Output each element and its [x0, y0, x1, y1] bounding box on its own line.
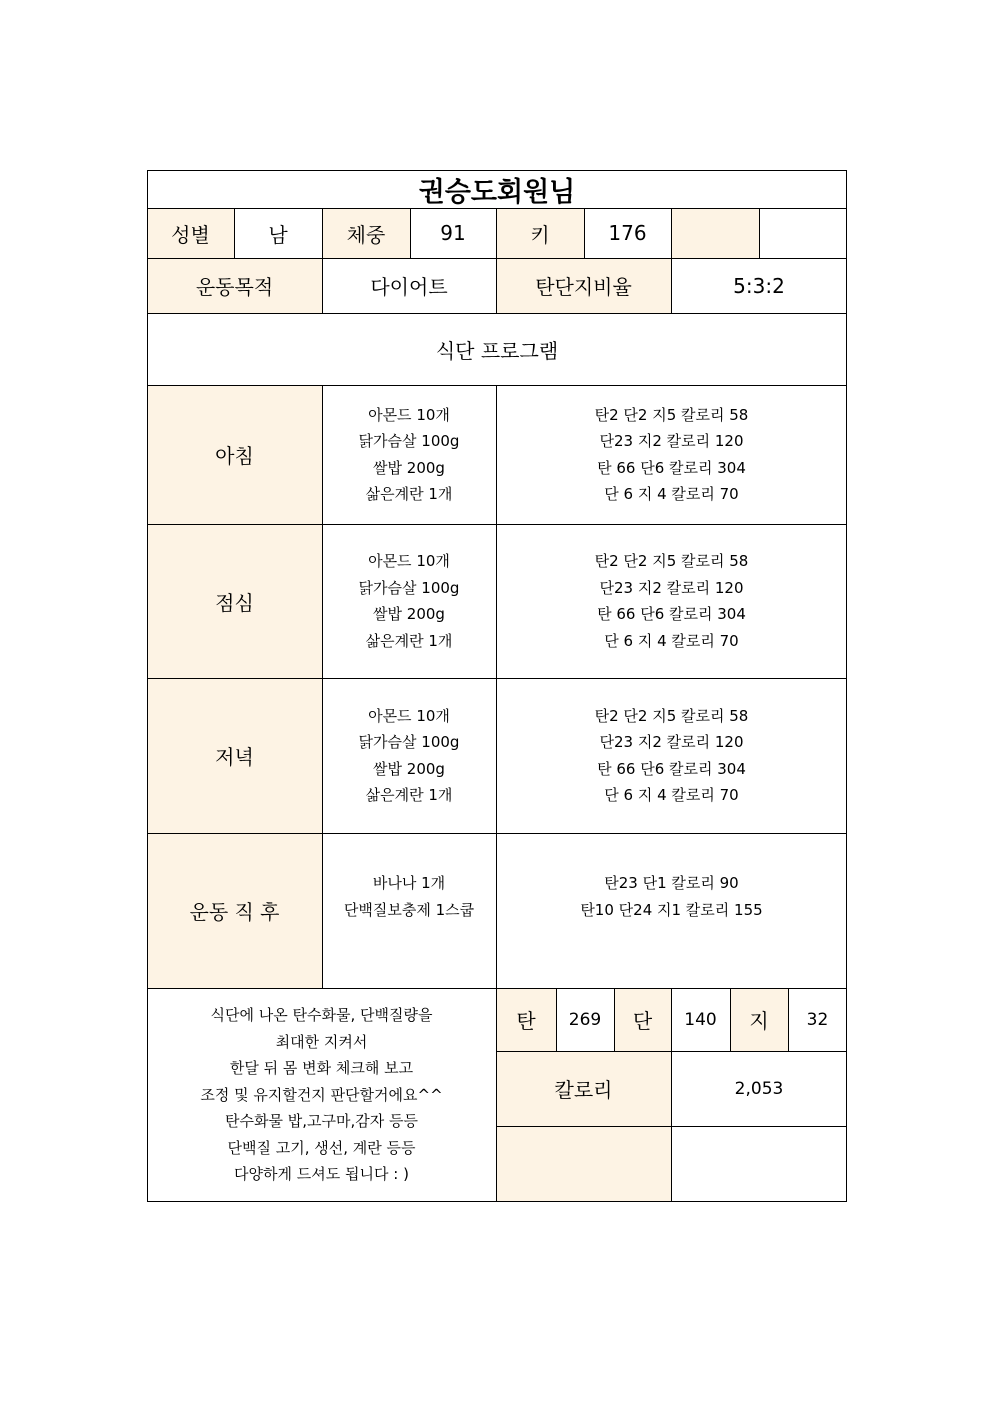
meal-nutrition-breakfast: [496, 385, 847, 524]
food-line: 바나나 1개: [372, 874, 446, 892]
food-line: 아몬드 10개: [368, 405, 450, 424]
food-line: 삶은계란 1개: [365, 786, 453, 804]
gender-value: 남: [268, 222, 288, 247]
notes: [147, 988, 496, 1202]
goal-label: 운동목적: [195, 275, 274, 299]
fat-total-value: 32: [806, 1009, 829, 1030]
carb-total-value: 269: [568, 1009, 602, 1030]
ratio-label: 탄단지비율: [535, 275, 632, 299]
gender-label: 성별: [171, 222, 210, 247]
extra-label: [671, 208, 759, 258]
food-line: 닭가슴살 100g: [358, 432, 460, 450]
nutrition-line: 탄2 단2 지5 칼로리 58: [594, 706, 749, 725]
page-title: 권승도회원님: [418, 176, 576, 208]
nutrition-line: 단23 지2 칼로리 120: [599, 733, 744, 751]
carb-total-label: 탄: [516, 1009, 536, 1033]
meal-name-breakfast: 아침: [215, 444, 254, 468]
meal-foods-breakfast: [322, 385, 496, 524]
height-value: 176: [608, 221, 647, 245]
note-line: 최대한 지켜서: [275, 1032, 368, 1051]
meal-name-lunch: 점심: [215, 590, 254, 615]
note-line: 다양하게 드셔도 됩니다 : ): [234, 1165, 409, 1184]
nutrition-line: 탄10 단24 지1 칼로리 155: [580, 900, 763, 919]
food-line: 아몬드 10개: [368, 552, 450, 570]
nutrition-line: 탄2 단2 지5 칼로리 58: [594, 405, 749, 424]
weight-value: 91: [440, 221, 466, 245]
nutrition-line: 탄 66 단6 칼로리 304: [597, 759, 746, 778]
meal-foods-lunch: [322, 524, 496, 678]
nutrition-line: 단23 지2 칼로리 120: [599, 432, 744, 450]
fat-total-label: 지: [749, 1009, 769, 1033]
nutrition-line: 탄 66 단6 칼로리 304: [597, 458, 746, 477]
food-line: 쌀밥 200g: [373, 458, 445, 477]
meal-nutrition-lunch: [496, 524, 847, 678]
meal-name-dinner: 저녁: [215, 745, 254, 769]
nutrition-line: 단 6 지 4 칼로리 70: [604, 631, 739, 650]
food-line: 쌀밥 200g: [373, 759, 445, 778]
food-line: 쌀밥 200g: [373, 605, 445, 623]
protein-total-value: 140: [684, 1009, 717, 1030]
nutrition-line: 단 6 지 4 칼로리 70: [604, 786, 739, 804]
weight-label: 체중: [346, 222, 386, 247]
program-title: 식단 프로그램: [435, 338, 559, 363]
goal-value: 다이어트: [370, 275, 448, 299]
note-line: 조정 및 유지할건지 판단할거에요^^: [200, 1085, 443, 1104]
note-line: 한달 뒤 몸 변화 체크해 보고: [229, 1059, 414, 1078]
note-line: 식단에 나온 탄수화물, 단백질량을: [210, 1006, 433, 1025]
meal-name-post-workout: 운동 직 후: [189, 900, 280, 924]
nutrition-line: 탄2 단2 지5 칼로리 58: [594, 552, 749, 570]
meal-nutrition-post-workout: [496, 833, 847, 988]
note-line: 탄수화물 밥,고구마,감자 등등: [225, 1112, 418, 1131]
note-line: 단백질 고기, 생선, 계란 등등: [227, 1138, 416, 1157]
food-line: 닭가슴살 100g: [358, 733, 460, 751]
nutrition-line: 탄 66 단6 칼로리 304: [597, 605, 746, 623]
ratio-value: 5:3:2: [733, 273, 785, 298]
height-label: 키: [530, 222, 550, 247]
extra-value: [759, 208, 847, 258]
calorie-total-label: 칼로리: [554, 1078, 613, 1102]
food-line: 삶은계란 1개: [365, 485, 453, 503]
nutrition-line: 탄23 단1 칼로리 90: [604, 874, 739, 892]
food-line: 단백질보충제 1스쿱: [343, 900, 475, 919]
nutrition-line: 단 6 지 4 칼로리 70: [604, 485, 739, 503]
food-line: 아몬드 10개: [368, 706, 450, 725]
diet-plan-sheet: [147, 170, 847, 1202]
nutrition-line: 단23 지2 칼로리 120: [599, 578, 744, 597]
food-line: 닭가슴살 100g: [358, 578, 460, 597]
food-line: 삶은계란 1개: [365, 631, 453, 650]
protein-total-label: 단: [632, 1009, 653, 1033]
calorie-total-value: 2,053: [734, 1078, 784, 1099]
meal-nutrition-dinner: [496, 678, 847, 833]
meal-foods-dinner: [322, 678, 496, 833]
meal-foods-post-workout: [322, 833, 496, 988]
